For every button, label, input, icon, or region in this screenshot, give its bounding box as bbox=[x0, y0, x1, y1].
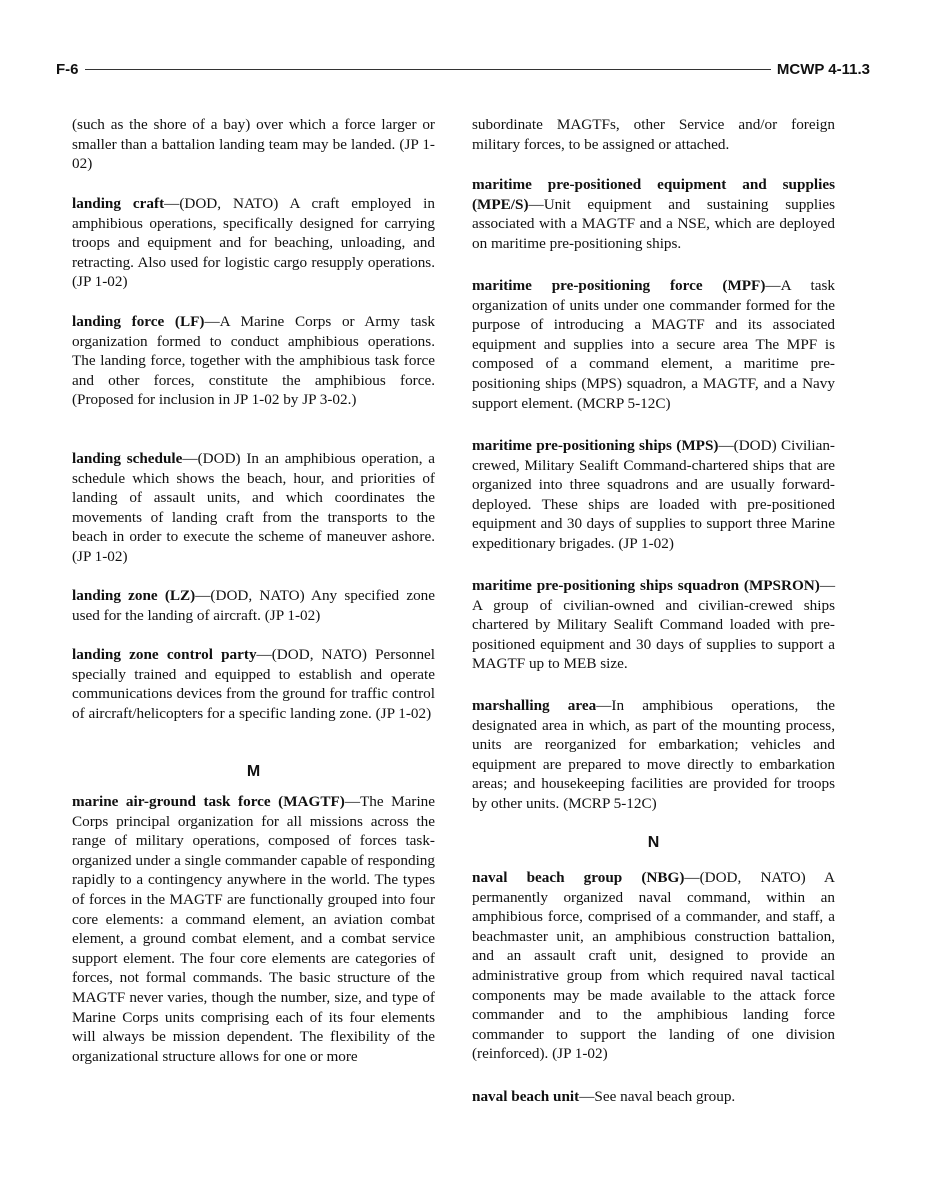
definition: —(DOD, NATO) Personnel specially trained and equipped to establish and operate communications devices from the ground for traffic control of aircraft/helicopters for a specific landing zone. (JP 1-02) bbox=[72, 646, 436, 722]
page-number: F-6 bbox=[56, 60, 79, 78]
definition: —(DOD, NATO) A permanently organized naval command, within an amphibious force, comprised of a commander, and staff, a beachmaster unit, an amphibious construction battalion, and an assault craft unit, designed to provide an administrative group from which required naval tactical components may be made available to the attack force commander and to the amphibious landing force commander to support the landing of one division (reinforced). (JP 1-02) bbox=[472, 869, 835, 1063]
glossary-entry bbox=[472, 276, 835, 413]
term: maritime pre-positioning ships (MPS) bbox=[472, 437, 719, 454]
definition: —The Marine Corps principal organization for all missions across the range of military operations, composed of forces task-organized under a single commander capable of responding rapidly to a contingency anywhere in the world. The types of forces in the MAGTF are functionally grouped into four core elements: a command element, an aviation combat element, a ground combat element, and a combat service support element. The four core elements are categories of forces, not formal commands. The basic structure of the MAGTF never varies, though the number, size, and type of Marine Corps units comprising each of its four elements will always be mission dependent. The flexibility of the organizational structure allows for one or more bbox=[72, 793, 435, 1065]
definition: —A group of civilian-owned and civilian-crewed ships chartered by Military Sealift Command loaded with pre-positioned equipment and 30 days of supplies to support a MAGTF up to MEB size. bbox=[472, 577, 835, 673]
definition: —(DOD, NATO) A craft employed in amphibious operations, specifically designed for carrying troops and equipment and for beaching, unloading, and retracting. Also used for logistic cargo resupply operations. (JP 1-02) bbox=[72, 195, 435, 291]
glossary-entry bbox=[472, 576, 835, 674]
glossary-entry bbox=[472, 868, 835, 1064]
term: maritime pre-positioned equipment and supplies (MPE/S) bbox=[472, 176, 835, 213]
definition: —A task organization of units under one commander formed for the purpose of introducing a MAGTF and its associated equipment and supplies into a secure area The MPF is composed of a command element, a maritime pre-positioning ships (MPS) squadron, a MAGTF, and a Navy support element. (MCRP 5-12C) bbox=[472, 277, 835, 412]
glossary-entry bbox=[72, 449, 435, 567]
term: landing schedule bbox=[72, 450, 183, 467]
section-letter: N bbox=[647, 834, 660, 851]
term: marshalling area bbox=[472, 697, 597, 714]
page-header bbox=[56, 58, 870, 80]
term: maritime pre-positioning force (MPF) bbox=[472, 277, 766, 294]
document-id: MCWP 4-11.3 bbox=[776, 60, 870, 78]
glossary-entry bbox=[472, 1087, 835, 1107]
glossary-entry bbox=[72, 312, 435, 410]
section-letter: M bbox=[246, 763, 261, 780]
glossary-entry bbox=[472, 175, 835, 253]
term: landing craft bbox=[72, 195, 165, 212]
term: marine air-ground task force (MAGTF) bbox=[72, 793, 345, 810]
definition: —A Marine Corps or Army task organization formed to conduct amphibious operations. The landing force, together with the amphibious task force and other forces, constitute the amphibious force. (Proposed for inclusion in JP 1-02 by JP 3-02.) bbox=[72, 313, 436, 409]
term: naval beach group (NBG) bbox=[472, 869, 685, 886]
glossary-entry bbox=[72, 792, 435, 1066]
continuation-text: subordinate MAGTFs, other Service and/or foreign military forces, to be assigned or attached. bbox=[472, 116, 835, 153]
glossary-entry bbox=[72, 194, 435, 292]
term: landing zone (LZ) bbox=[72, 587, 196, 604]
definition: —Unit equipment and sustaining supplies associated with a MAGTF and a NSE, which are deployed on maritime pre-positioning ships. bbox=[472, 195, 835, 252]
definition: —See naval beach group. bbox=[579, 1088, 736, 1105]
glossary-entry bbox=[472, 696, 835, 814]
term: maritime pre-positioning ships squadron (MPSRON) bbox=[472, 577, 820, 594]
term: landing zone control party bbox=[72, 646, 257, 663]
header-rule bbox=[85, 69, 771, 70]
term: naval beach unit bbox=[472, 1088, 580, 1105]
continuation-text: (such as the shore of a bay) over which a force larger or smaller than a battalion landing team may be landed. (JP 1-02) bbox=[72, 116, 435, 173]
glossary-entry bbox=[72, 586, 435, 625]
definition: —(DOD) Civilian-crewed, Military Sealift Command-chartered ships that are organized into three squadrons and are usually forward-deployed. These ships are loaded with pre-positioned equipment and 30 days of supplies to support three Marine expeditionary brigades. (JP 1-02) bbox=[472, 437, 835, 552]
definition: —In amphibious operations, the designated area in which, as part of the mounting process, units are reorganized for embarkation; vehicles and equipment are prepared to move directly to embarkation areas; and housekeeping facilities are provided for troops by other units. (MCRP 5-12C) bbox=[472, 697, 836, 812]
definition: —(DOD) In an amphibious operation, a schedule which shows the beach, hour, and priorities of landing of assault units, and which coordinates the movements of landing craft from the transports to the beach in order to execute the scheme of maneuver ashore. (JP 1-02) bbox=[72, 450, 435, 565]
glossary-entry bbox=[72, 645, 435, 723]
term: landing force (LF) bbox=[72, 313, 205, 330]
definition: —(DOD, NATO) Any specified zone used for the landing of aircraft. (JP 1-02) bbox=[72, 587, 435, 624]
glossary-entry bbox=[472, 436, 835, 554]
